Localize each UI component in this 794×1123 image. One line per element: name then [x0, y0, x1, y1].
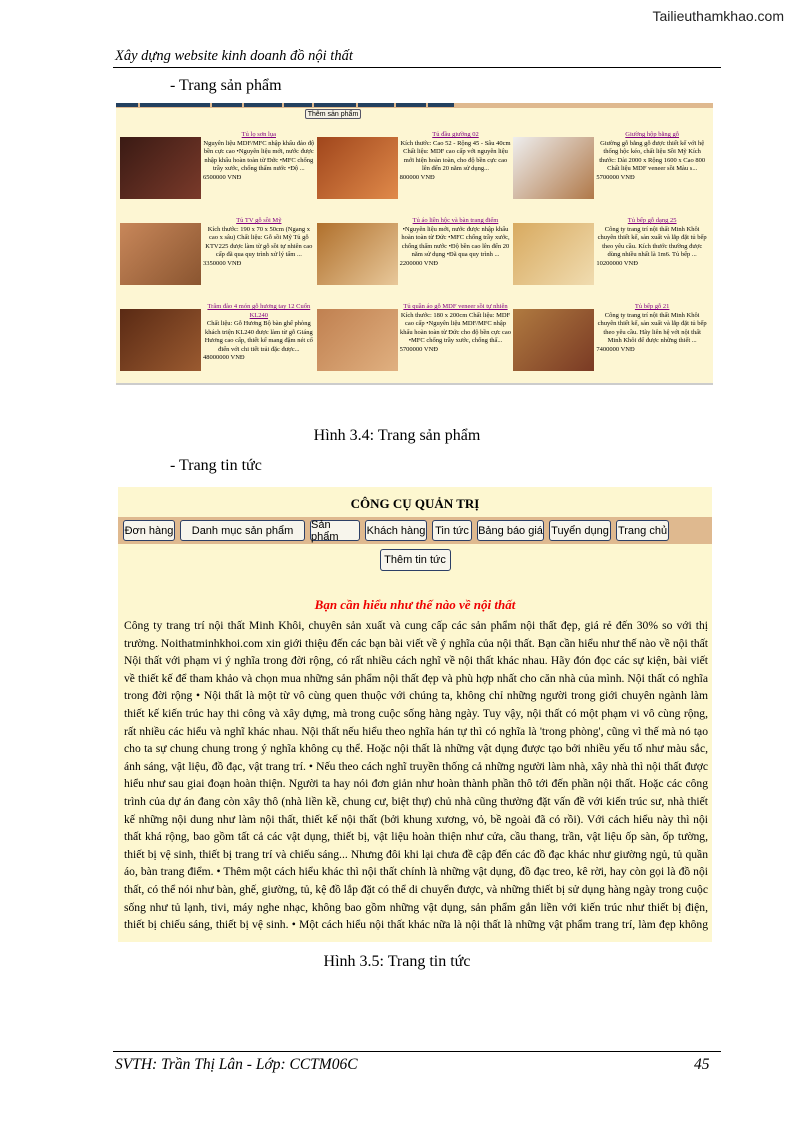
- products-page-screenshot: [116, 103, 713, 385]
- product-name-link[interactable]: Tủ áo liền hộc và bàn trang điểm: [412, 217, 499, 224]
- product-info: [398, 303, 514, 383]
- product-image[interactable]: [317, 309, 398, 371]
- product-card: [120, 131, 317, 211]
- article-body: Công ty trang trí nội thất Minh Khôi, chuyên sản xuất và cung cấp các sản phẩm nội thất đẹp, giá rẻ đến 30% so với thị trường. Noithatminhkhoi.com xin giới thiệu đến các bạn bài viết về ý nghĩa của nội thất. Bạn cần hiểu như thế nào về nội thất Nội thất với phạm vi ý nghĩa trong đời rộng, có rất nhiều cách nghĩ về nội thất khác nhau. Hãy đón đọc các sự kiện, bài viết về thiết kế để tham khảo và chọn mua những sản phẩm nội thất đẹp và phù hợp nhất cho căn nhà của mình. Nội thất có nghĩa trong đời rộng • Nội thất là một từ vô cùng quen thuộc với chúng ta, không chỉ những người trong giới chuyên ngành làm thiết kế kiến trúc hay thi công và xây dựng, mà trong cuộc sống hàng ngày. Tuy vậy, nội thất có một phạm vi vô cùng rộng, rất nhiều các hiểu và nghĩ khác nhau. Nội thất nếu hiểu theo nghĩa hán tự thì có nghĩa là 'trong phòng', cũng vì thế mà nó tạo cho ta sự chung chung trong ý nghĩa không cụ thể. Hoặc nội thất là những vật dụng được tạo bởi nhiều yếu tố như màu sắc, ánh sáng, vật liệu, đồ đạc, vật trang trí. • Nếu theo cách nghĩ truyền thống cả những người làm nhà, xây nhà thì nội thất được hiểu như sau giai đoạn hoàn thiện. Người ta hay nói đơn giản như hoàn thành phần thô tới đến phần nội thất. Hoặc các công trình của dự án đang còn xây thô (nhà liền kề, chung cư, biệt thự) chủ nhà cũng thường đặt vấn đề với kiến trúc sư, nhà thiết kế những nội dung như làm nội thất, thiết kế nội thất (bởi khung xương, vỏ, bề ngoài đã có rồi). Với cách hiểu này thì nội thất khá rộng, bao gồm tất cả các vật dụng, thiết bị, vật liệu hoàn thiện như cửa, cầu thang, trần, vật liệu ốp sàn, ốp tường, thiết bị vệ sinh, thiết bị trang trí và chiếu sáng... Nhưng đôi khi lại chưa đề cập đến các đồ đạc khác như giường ngủ, tủ quần áo, bàn trang điểm. • Thêm một cách hiểu khác thì nội thất chính là những vật dụng, đồ đạc treo, kê rời, hay còn gọi là đồ nội thất, có thể nói như bàn, ghế, giường, tủ, kệ đồ lắp đặt có thể di chuyển được, và những thiết bị sử dụng hàng ngày trong cuộc sống như tủ lạnh, tivi, máy nghe nhạc, không bao gồm những vật dụng, sản phẩm gắn liền với kiến trúc như thiết bị điện, thiết bị chiếu sáng, thiết bị vệ sinh. • Một cách hiểu nội thất khác nữa là nội thất là những vật phẩm trang trí, làm đẹp không: [124, 619, 708, 932]
- product-image[interactable]: [120, 137, 201, 199]
- admin-title: CÔNG CỤ QUẢN TRỊ: [350, 496, 480, 511]
- product-name-link[interactable]: Tủ bếp gỗ dạng 25: [627, 217, 677, 224]
- footer-divider: [113, 1051, 721, 1052]
- product-card: [317, 217, 514, 297]
- product-price: 5700000 VNĐ: [399, 345, 438, 353]
- product-info: [398, 131, 514, 211]
- product-description: Chất liệu: Gỗ Hương Bộ bàn ghế phòng khách triện KL240 được làm từ gỗ Giáng Hương cao cấp, thiết kế mang đậm nét cổ điển với chi tiết trải đặc được...: [204, 320, 313, 353]
- product-card: [513, 131, 710, 211]
- product-price: 800000 VNĐ: [399, 173, 435, 181]
- product-name-link[interactable]: Tủ lọ sơn lụa: [241, 131, 276, 138]
- section-heading-products: - Trang sản phẩm: [170, 77, 282, 94]
- admin-nav-button[interactable]: Sản phẩm: [310, 520, 360, 541]
- header-divider: [113, 67, 721, 68]
- admin-nav: [118, 517, 712, 544]
- product-info: [398, 217, 514, 297]
- product-price: 6500000 VNĐ: [203, 173, 242, 181]
- product-info: [594, 303, 710, 383]
- product-price: 3350000 VNĐ: [203, 259, 242, 267]
- product-price: 10200000 VNĐ: [596, 259, 638, 267]
- section-heading-news: - Trang tin tức: [170, 457, 262, 474]
- add-news-button[interactable]: Thêm tin tức: [380, 549, 451, 571]
- product-card: [513, 303, 710, 383]
- product-price: 48000000 VNĐ: [203, 354, 245, 361]
- product-description: Nguyên liệu MDF/MFC nhập khẩu đảo độ bền cực cao •Nguyên liệu mới, nước được nhập khẩu hoàn toàn từ Đức •MFC chống trầy xước, chống thấm nước •Độ ...: [203, 139, 315, 172]
- product-info: [201, 131, 317, 211]
- product-card: [317, 303, 514, 383]
- product-card: [120, 217, 317, 297]
- product-price: 2200000 VNĐ: [399, 259, 438, 267]
- product-name-link[interactable]: Giường hộp bằng gỗ: [625, 131, 680, 138]
- product-info: [594, 131, 710, 211]
- product-description: Công ty trang trí nội thất Minh Khôi chuyên thiết kế, sản xuất và lắp đặt tủ bếp theo yêu cầu. Hãy liên hệ với nội thất Minh Khôi để được những thiết ...: [597, 311, 707, 344]
- admin-nav-button[interactable]: Bảng báo giá: [477, 520, 544, 541]
- product-description: •Nguyên liệu mới, nước được nhập khẩu hoàn toàn từ Đức •MFC chống trầy xước, chống thấm nước •Độ bền cao lên đến 20 năm sử dụng •Đã qua quy trình ...: [401, 225, 510, 258]
- admin-nav-button[interactable]: Đơn hàng: [123, 520, 175, 541]
- footer-text: SVTH: Trần Thị Lân - Lớp: CCTM06C: [115, 1056, 358, 1073]
- product-description: Công ty trang trí nội thất Minh Khôi chuyên thiết kế, sản xuất và lắp đặt tủ bếp theo yêu cầu. Kích thước thường được dùng nhiều nhất là 1m6. Tủ bếp ...: [597, 225, 707, 258]
- product-card: [513, 217, 710, 297]
- product-info: [594, 217, 710, 297]
- product-name-link[interactable]: Tủ quần áo gỗ MDF veneer sồi tự nhiên: [403, 303, 508, 310]
- product-price: 5700000 VNĐ: [596, 173, 635, 181]
- product-name-link[interactable]: Tủ bếp gỗ 21: [634, 303, 670, 310]
- product-image[interactable]: [513, 223, 594, 285]
- page-number: 45: [694, 1056, 710, 1073]
- figure-caption: Hình 3.4: Trang sản phẩm: [313, 427, 481, 444]
- article-title: Bạn cần hiểu như thế nào về nội thất: [314, 597, 516, 612]
- product-image[interactable]: [120, 223, 201, 285]
- product-description: Kích thước: 190 x 70 x 50cm (Ngang x cao x sâu) Chất liệu: Gỗ sồi Mỹ Tủ gỗ KTV225 được làm từ gỗ sồi tự nhiên cao cấp đã qua quy trình xử lý tẩm ...: [205, 225, 313, 258]
- watermark: Tailieuthamkhao.com: [652, 8, 784, 24]
- nav-strip: [116, 103, 713, 108]
- product-name-link[interactable]: Trâm đào 4 món gỗ hương tay 12 Cuốn KL240: [207, 303, 311, 319]
- product-image[interactable]: [513, 137, 594, 199]
- product-description: Giường gỗ bằng gỗ được thiết kế với hệ thống hộc kéo, chất liệu Sồi Mỹ Kích thước: Dài 2000 x Rộng 1600 x Cao 800 Chất liệu MDF veneer sồi Màu s...: [599, 139, 706, 172]
- product-card: [120, 303, 317, 383]
- product-name-link[interactable]: Tủ đầu giường 02: [432, 131, 479, 138]
- admin-nav-button[interactable]: Tuyển dụng: [549, 520, 611, 541]
- product-description: Kích thước: 180 x 200cm Chất liệu: MDF cao cấp •Nguyên liệu MDF/MFC nhập khẩu hoàn toàn từ Đức cho độ bền cực cao •MFC chống trầy xước, chống thấ...: [399, 311, 512, 344]
- product-card: [317, 131, 514, 211]
- news-page-screenshot: [118, 487, 712, 942]
- product-image[interactable]: [513, 309, 594, 371]
- product-info: [201, 303, 317, 383]
- product-image[interactable]: [317, 137, 398, 199]
- product-info: [201, 217, 317, 297]
- product-image[interactable]: [317, 223, 398, 285]
- product-image[interactable]: [120, 309, 201, 371]
- admin-nav-button[interactable]: Danh mục sản phẩm: [180, 520, 305, 541]
- product-name-link[interactable]: Tủ TV gỗ sồi Mỹ: [236, 217, 282, 224]
- add-product-button[interactable]: Thêm sản phẩm: [305, 109, 361, 119]
- admin-nav-button[interactable]: Tin tức: [432, 520, 472, 541]
- product-description: Kích thước: Cao 52 - Rộng 45 - Sâu 40cm Chất liệu: MDF cao cấp với nguyên liệu mới hiện hoàn toàn, cho độ bền cực cao lên đến 20 năm sử dụng...: [400, 139, 511, 172]
- admin-nav-button[interactable]: Khách hàng: [365, 520, 427, 541]
- product-grid: [120, 131, 710, 383]
- admin-nav-button[interactable]: Trang chủ: [616, 520, 669, 541]
- figure-caption: Hình 3.5: Trang tin tức: [323, 953, 471, 970]
- running-header: Xây dựng website kinh doanh đồ nội thất: [115, 48, 353, 64]
- product-price: 7400000 VNĐ: [596, 345, 635, 353]
